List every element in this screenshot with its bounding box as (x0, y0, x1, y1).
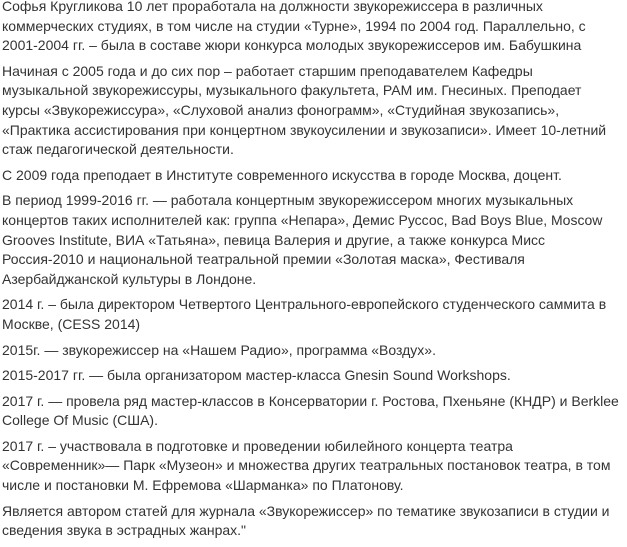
paragraph-institute-moscow: С 2009 года преподает в Институте современного искусства в городе Москва, доцент. (2, 166, 562, 183)
paragraph-cess-2014: 2014 г. – была директором Четвертого Центрального-европейского студенческого саммита в Москве, (CESS 2014) (2, 296, 607, 332)
paragraph-articles: Является автором статей для журнала «Звукорежиссер» по тематике звукозаписи в студии и сведения звука в эстрадных жанрах." (2, 502, 610, 539)
paragraph-studio-career: Софья Кругликова 10 лет проработала на должности звукорежиссера в различных коммерческих студиях, в том числе на студии «Турне», 1994 по 2004 год. Параллельно, с 2001-2004 гг. – была в составе жюри конкурса молодых звукорежиссеров им. Бабушкина (2, 0, 586, 54)
paragraph-masterclasses-2017: 2017 г. — провела ряд мастер-классов в Консерватории г. Ростова, Пхеньяне (КНДР) и Berklee College Of Music (США). (2, 392, 619, 429)
paragraph-teaching-gnesin: Начиная с 2005 года и до сих пор – работает старшим преподавателем Кафедры музыкальной звукорежиссуры, музыкального факультета, РАМ им. Гнесиных. Преподает курсы «Звукорежиссура», «Слуховой анализ фонограмм», «Студийная звукозапись», «Практика ассистирования при концертном звукоусилении и звукозаписи». Имеет 10-летний стаж педагогической деятельности. (2, 62, 607, 158)
paragraph-gnesin-workshops: 2015-2017 гг. — была организатором мастер-класса Gnesin Sound Workshops. (2, 367, 511, 384)
biography-text (2, 0, 620, 547)
paragraph-concert-engineering: В период 1999-2016 гг. — работала концертным звукорежиссером многих музыкальных концертов таких исполнителей как: группа «Непара», Демис Руссос, Bad Boys Blue, Moscow Grooves Institute, ВИА «Татьяна», певица Валерия и другие, а также конкурса Мисс Россия-2010 и национальной театральной премии «Золотая маска», Фестиваля Азербайджанской культуры в Лондоне. (2, 192, 603, 287)
paragraph-nashe-radio: 2015г. — звукорежиссер на «Нашем Радио», программа «Воздух». (2, 341, 436, 358)
paragraph-sovremennik-2017: 2017 г. – участвовала в подготовке и проведении юбилейного концерта театра «Современник»— Парк «Музеон» и множества других театральных постановок театра, в том числе и постановки М. Ефремова «Шарманка» по Платонову. (2, 437, 611, 494)
